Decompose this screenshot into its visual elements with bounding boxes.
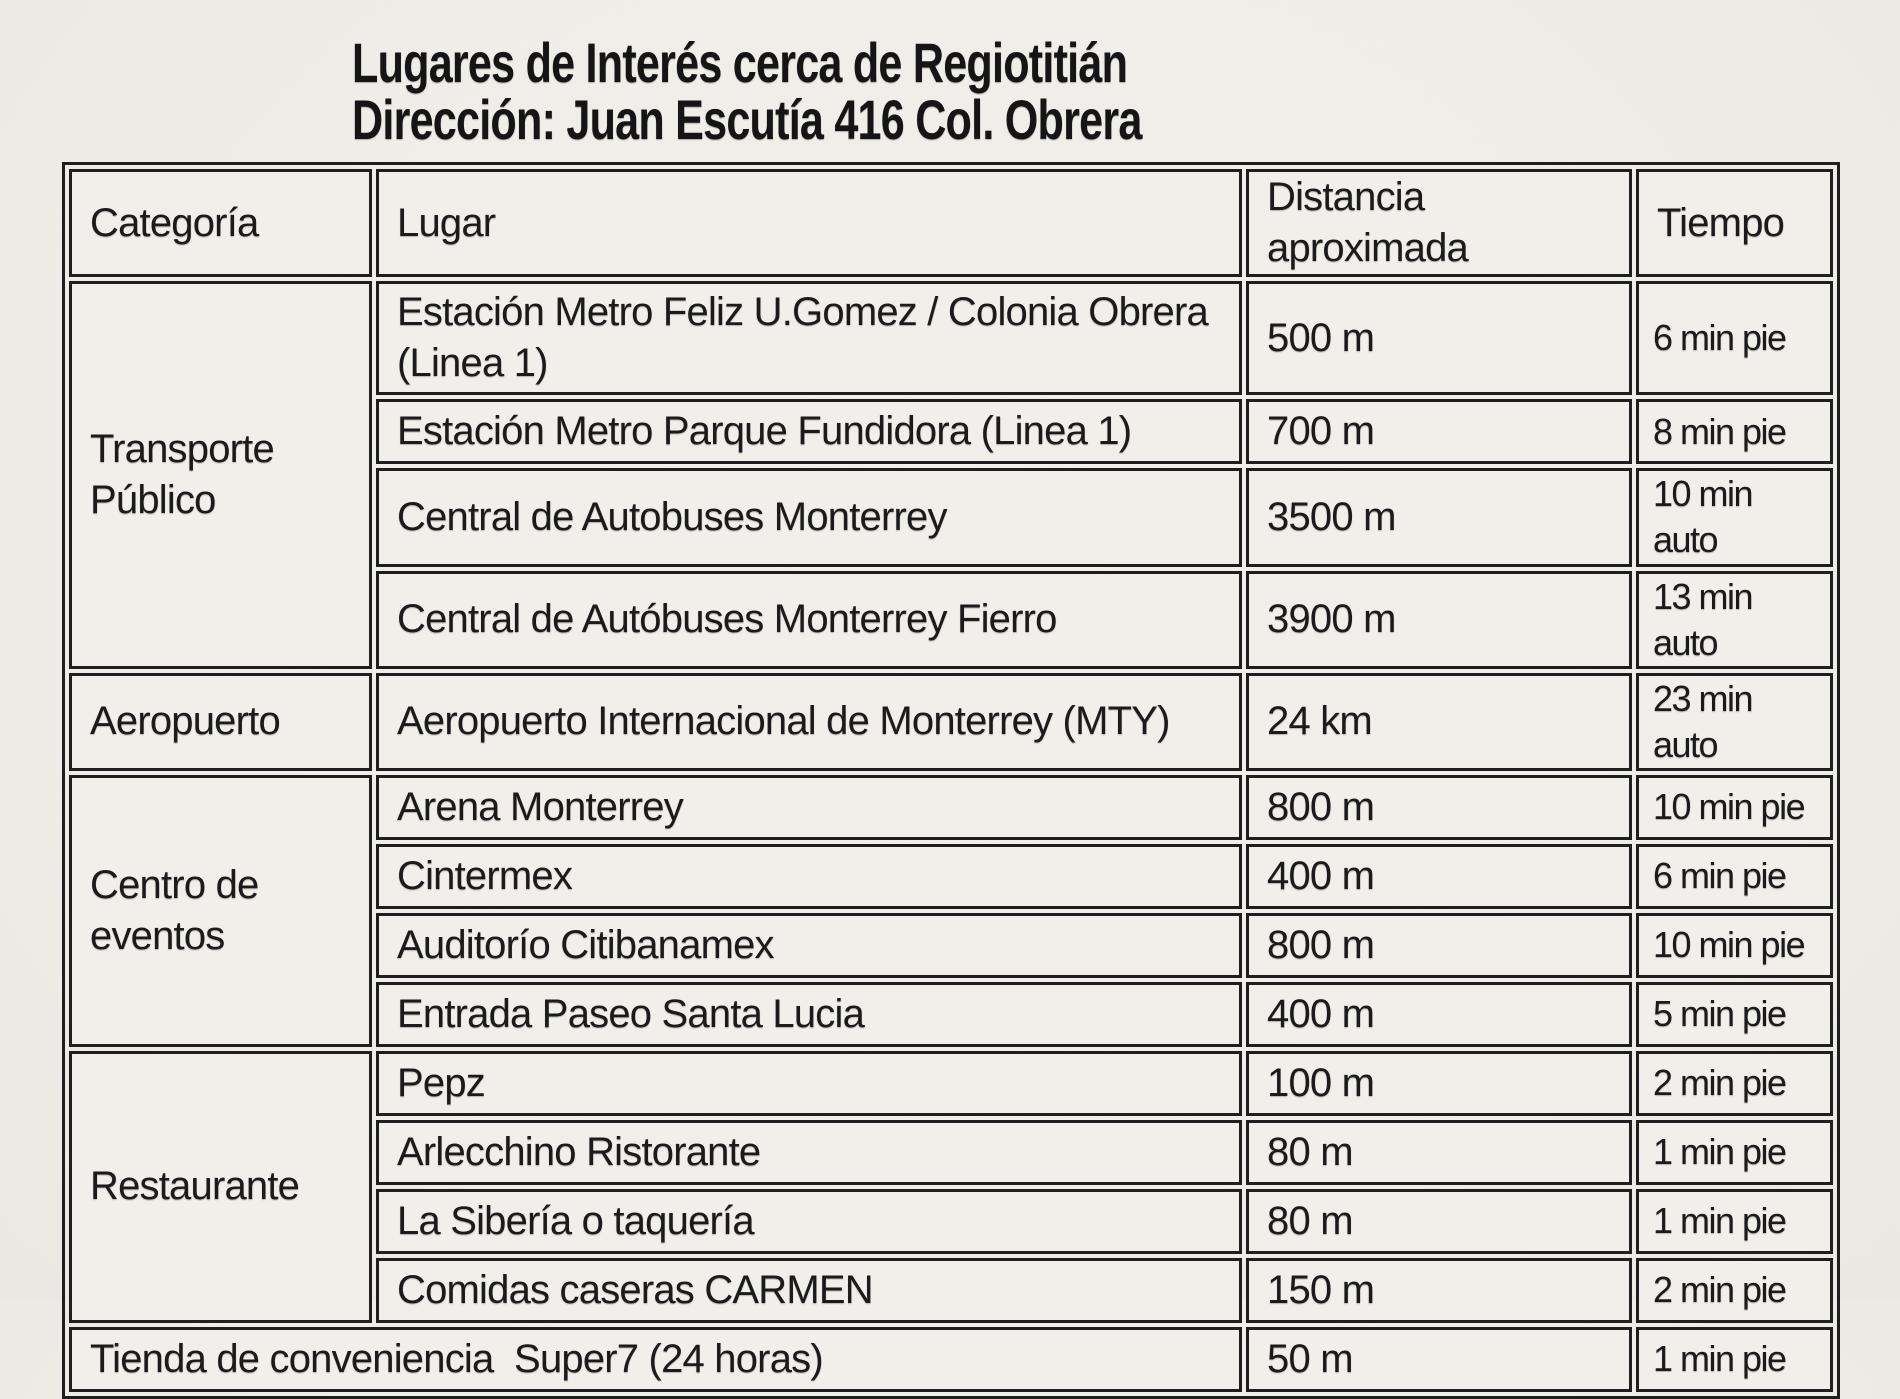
distance-cell: 50 m (1246, 1327, 1632, 1392)
place-cell: Arena Monterrey (376, 775, 1242, 840)
time-cell: 1 min pie (1636, 1120, 1833, 1185)
distance-cell: 400 m (1246, 982, 1632, 1047)
place-cell: Estación Metro Feliz U.Gomez / Colonia Obrera (Linea 1) (376, 281, 1242, 395)
place-cell: Pepz (376, 1051, 1242, 1116)
distance-cell: 80 m (1246, 1189, 1632, 1254)
category-cell-restaurante: Restaurante (69, 1051, 372, 1323)
place-cell: Aeropuerto Internacional de Monterrey (MTY) (376, 673, 1242, 771)
distance-cell: 400 m (1246, 844, 1632, 909)
place-cell: Comidas caseras CARMEN (376, 1258, 1242, 1323)
time-cell: 6 min pie (1636, 281, 1833, 395)
table-row (69, 673, 1833, 771)
table-row (69, 281, 1833, 395)
category-cell-aeropuerto: Aeropuerto (69, 673, 372, 771)
page-title-line1: Lugares de Interés cerca de Regiotitián (352, 31, 1128, 94)
header-row (69, 169, 1833, 277)
distance-cell: 700 m (1246, 399, 1632, 464)
distance-cell: 3900 m (1246, 571, 1632, 669)
distance-cell: 80 m (1246, 1120, 1632, 1185)
distance-cell: 500 m (1246, 281, 1632, 395)
category-cell-centro-de-eventos: Centro de eventos (69, 775, 372, 1047)
time-cell: 13 min auto (1636, 571, 1833, 669)
place-cell: Cintermex (376, 844, 1242, 909)
table-row (69, 775, 1833, 840)
place-cell: Estación Metro Parque Fundidora (Linea 1) (376, 399, 1242, 464)
time-cell: 2 min pie (1636, 1258, 1833, 1323)
convenience-store-cell: Tienda de conveniencia Super7 (24 horas) (69, 1327, 1242, 1392)
distance-cell: 100 m (1246, 1051, 1632, 1116)
time-cell: 8 min pie (1636, 399, 1833, 464)
place-cell: Entrada Paseo Santa Lucia (376, 982, 1242, 1047)
place-cell: Central de Autóbuses Monterrey Fierro (376, 571, 1242, 669)
column-header-lugar: Lugar (376, 169, 1242, 277)
time-cell: 10 min pie (1636, 775, 1833, 840)
distance-cell: 800 m (1246, 775, 1632, 840)
table-row (69, 1051, 1833, 1116)
places-of-interest-table (62, 162, 1840, 1399)
time-cell: 10 min auto (1636, 468, 1833, 566)
distance-cell: 3500 m (1246, 468, 1632, 566)
distance-cell: 24 km (1246, 673, 1632, 771)
distance-cell: 800 m (1246, 913, 1632, 978)
place-cell: Auditorío Citibanamex (376, 913, 1242, 978)
column-header-distancia: Distancia aproximada (1246, 169, 1632, 277)
column-header-categoria: Categoría (69, 169, 372, 277)
time-cell: 23 min auto (1636, 673, 1833, 771)
time-cell: 1 min pie (1636, 1189, 1833, 1254)
category-cell-transporte-publico: Transporte Público (69, 281, 372, 668)
time-cell: 6 min pie (1636, 844, 1833, 909)
time-cell: 10 min pie (1636, 913, 1833, 978)
time-cell: 2 min pie (1636, 1051, 1833, 1116)
column-header-tiempo: Tiempo (1636, 169, 1833, 277)
place-cell: Arlecchino Ristorante (376, 1120, 1242, 1185)
page-title-line2: Dirección: Juan Escutía 416 Col. Obrera (352, 88, 1142, 151)
time-cell: 1 min pie (1636, 1327, 1833, 1392)
page-title (352, 31, 1544, 151)
place-cell: La Sibería o taquería (376, 1189, 1242, 1254)
page-header (0, 31, 1900, 151)
place-cell: Central de Autobuses Monterrey (376, 468, 1242, 566)
distance-cell: 150 m (1246, 1258, 1632, 1323)
time-cell: 5 min pie (1636, 982, 1833, 1047)
table-row (69, 1327, 1833, 1392)
